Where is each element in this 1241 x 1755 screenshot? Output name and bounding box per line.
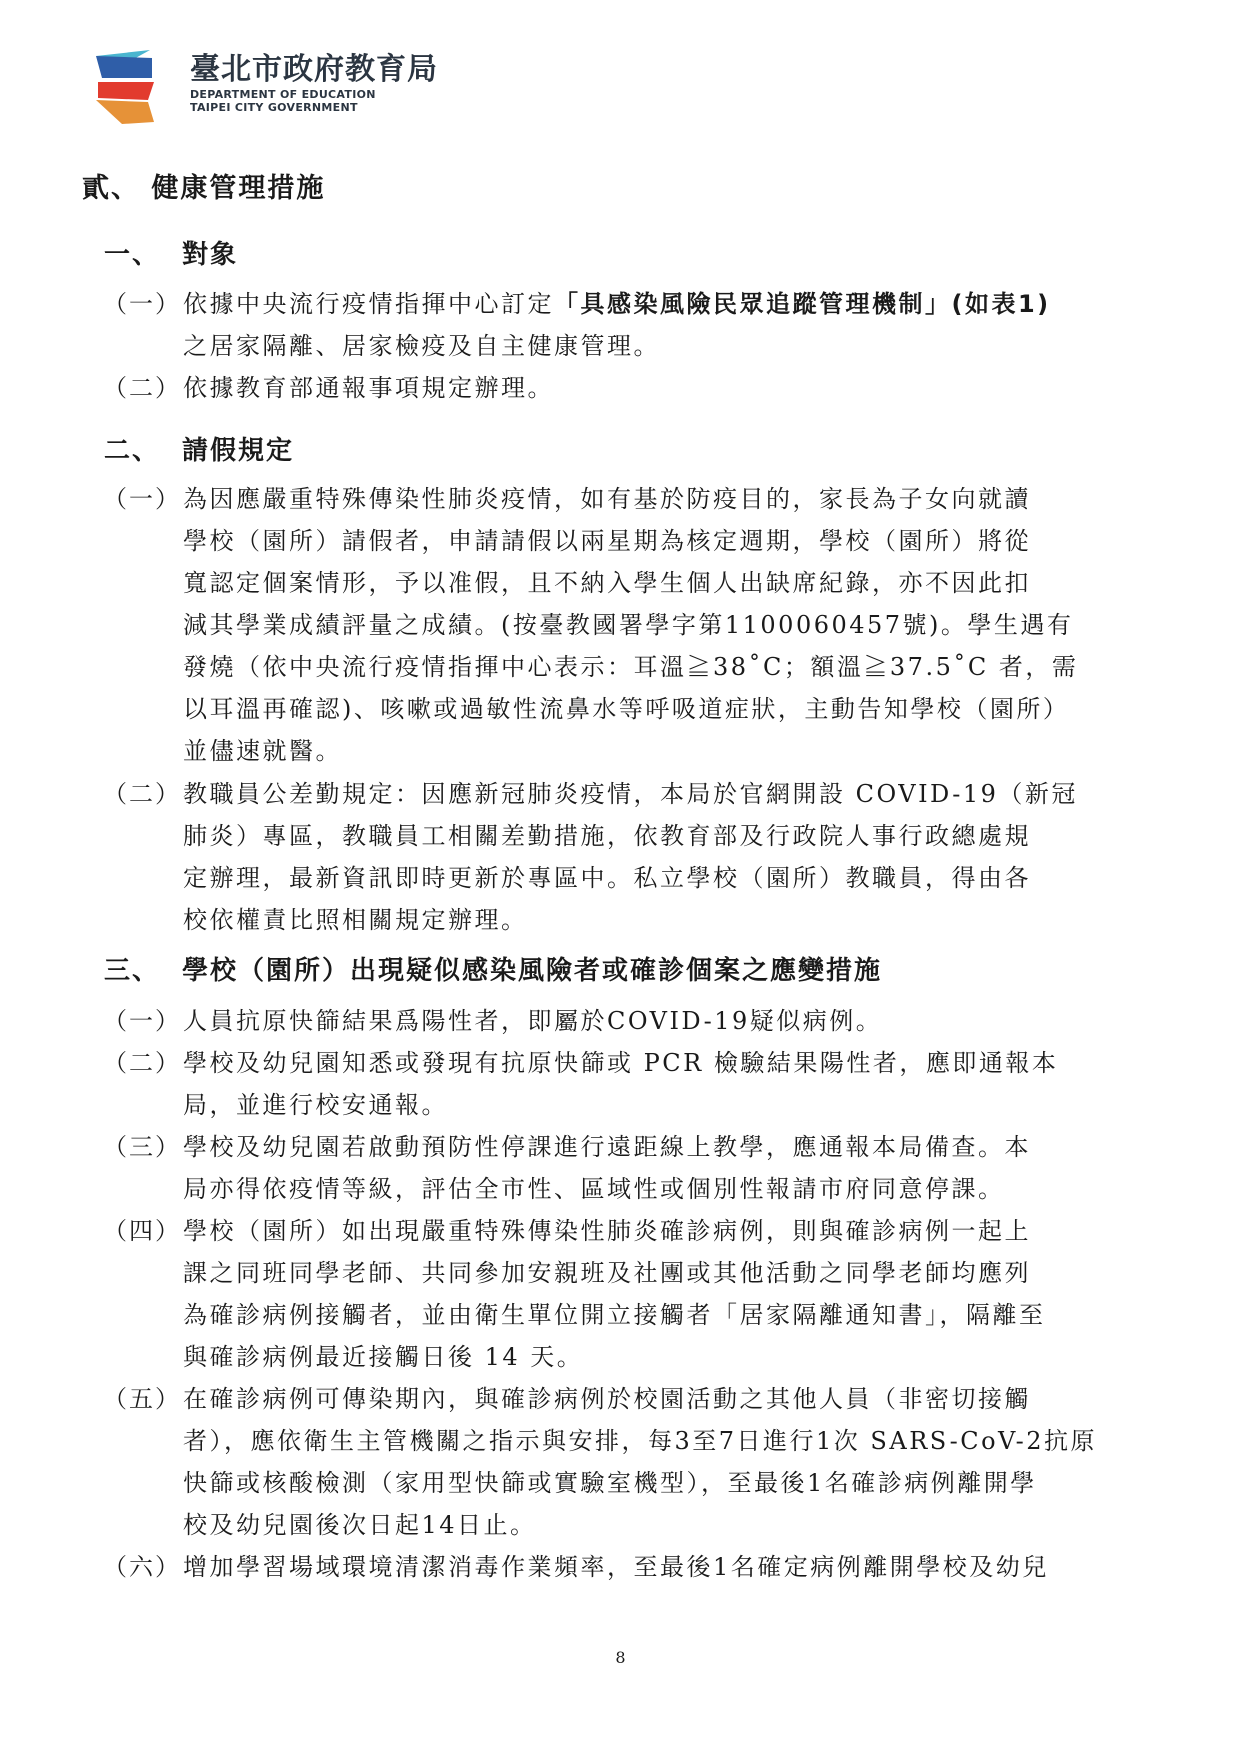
item-text: 以耳溫再確認)、咳嗽或過敏性流鼻水等呼吸道症狀，主動告知學校（園所） — [183, 695, 1070, 723]
item-text: 課之同班同學老師、共同參加安親班及社團或其他活動之同學老師均應列 — [183, 1259, 1031, 1287]
subsection-number: 一、 — [104, 240, 161, 270]
item-text: 局亦得依疫情等級，評估全市性、區域性或個別性報請市府同意停課。 — [183, 1175, 1005, 1203]
item-text: 為確診病例接觸者，並由衛生單位開立接觸者「居家隔離通知書」，隔離至 — [183, 1301, 1046, 1329]
item-label: （一） — [103, 290, 181, 318]
item-text: 學校及幼兒園知悉或發現有抗原快篩或 PCR 檢驗結果陽性者，應即通報本 — [183, 1049, 1059, 1077]
org-header — [190, 52, 438, 114]
page-number: 8 — [615, 1648, 626, 1667]
section-title: 貳、 健康管理措施 — [82, 173, 326, 204]
org-name: 臺北市政府教育局 — [190, 52, 438, 87]
item-text: 減其學業成績評量之成績。(按臺教國署學字第1100060457號)。學生遇有 — [183, 611, 1074, 639]
item-text: 人員抗原快篩結果爲陽性者，即屬於COVID-19疑似病例。 — [183, 1007, 883, 1035]
department-logo-icon — [92, 48, 182, 128]
item-text: 學校（園所）請假者，申請請假以兩星期為核定週期，學校（園所）將從 — [183, 527, 1031, 555]
item-text: 快篩或核酸檢測（家用型快篩或實驗室機型），至最後1名確診病例離開學 — [183, 1469, 1037, 1497]
item-text: 校及幼兒園後次日起14日止。 — [183, 1511, 537, 1539]
item-text: 教職員公差勤規定：因應新冠肺炎疫情，本局於官網開設 COVID-19（新冠 — [183, 780, 1078, 808]
item-text: 寬認定個案情形，予以准假，且不納入學生個人出缺席紀錄，亦不因此扣 — [183, 569, 1031, 597]
subsection-title: 對象 — [182, 240, 239, 270]
item-label: （二） — [103, 780, 181, 808]
item-text: 局，並進行校安通報。 — [183, 1091, 448, 1119]
item-text: 肺炎）專區，教職員工相關差勤措施，依教育部及行政院人事行政總處規 — [183, 822, 1031, 850]
item-label: （四） — [103, 1217, 181, 1245]
item-text: 在確診病例可傳染期內，與確診病例於校園活動之其他人員（非密切接觸 — [183, 1385, 1031, 1413]
subsection-number: 三、 — [104, 956, 161, 986]
item-text: 依據中央流行疫情指揮中心訂定 — [183, 290, 554, 318]
subsection-title: 學校（園所）出現疑似感染風險者或確診個案之應變措施 — [182, 956, 883, 986]
subsection-heading-target — [104, 234, 238, 271]
item-text: 與確診病例最近接觸日後 14 天。 — [183, 1343, 584, 1371]
item-label: （六） — [103, 1553, 181, 1581]
item-label: （一） — [103, 485, 181, 513]
subsection-heading-leave — [104, 430, 294, 467]
item-text: 學校（園所）如出現嚴重特殊傳染性肺炎確診病例，則與確診病例一起上 — [183, 1217, 1031, 1245]
item-text: 定辦理，最新資訊即時更新於專區中。私立學校（園所）教職員，得由各 — [183, 864, 1031, 892]
item-label: （二） — [103, 374, 181, 402]
item-text: 增加學習場域環境清潔消毒作業頻率，至最後1名確定病例離開學校及幼兒 — [183, 1553, 1049, 1581]
item-text: 者），應依衛生主管機關之指示與安排，每3至7日進行1次 SARS-CoV-2抗原 — [183, 1427, 1098, 1455]
item-text: 依據教育部通報事項規定辦理。 — [183, 374, 554, 402]
item-text: 學校及幼兒園若啟動預防性停課進行遠距線上教學，應通報本局備查。本 — [183, 1133, 1031, 1161]
item-text: 校依權責比照相關規定辦理。 — [183, 906, 528, 934]
item-text-bold: 「具感染風險民眾追蹤管理機制」 — [554, 290, 952, 318]
subsection-heading-response — [104, 950, 882, 987]
item-label: （五） — [103, 1385, 181, 1413]
item-text: 並儘速就醫。 — [183, 737, 342, 765]
item-label: （二） — [103, 1049, 181, 1077]
org-english-line-2: TAIPEI CITY GOVERNMENT — [190, 101, 358, 114]
item-text: 為因應嚴重特殊傳染性肺炎疫情，如有基於防疫目的，家長為子女向就讀 — [183, 485, 1031, 513]
item-label: （一） — [103, 1007, 181, 1035]
item-label: （三） — [103, 1133, 181, 1161]
item-text: 之居家隔離、居家檢疫及自主健康管理。 — [183, 332, 660, 360]
subsection-number: 二、 — [104, 436, 161, 466]
subsection-title: 請假規定 — [182, 436, 295, 466]
item-text: (如表1) — [951, 290, 1051, 318]
org-english-line-1: DEPARTMENT OF EDUCATION — [190, 88, 376, 101]
item-text: 發燒（依中央流行疫情指揮中心表示：耳溫≧38˚C；額溫≧37.5˚C 者，需 — [183, 653, 1079, 681]
